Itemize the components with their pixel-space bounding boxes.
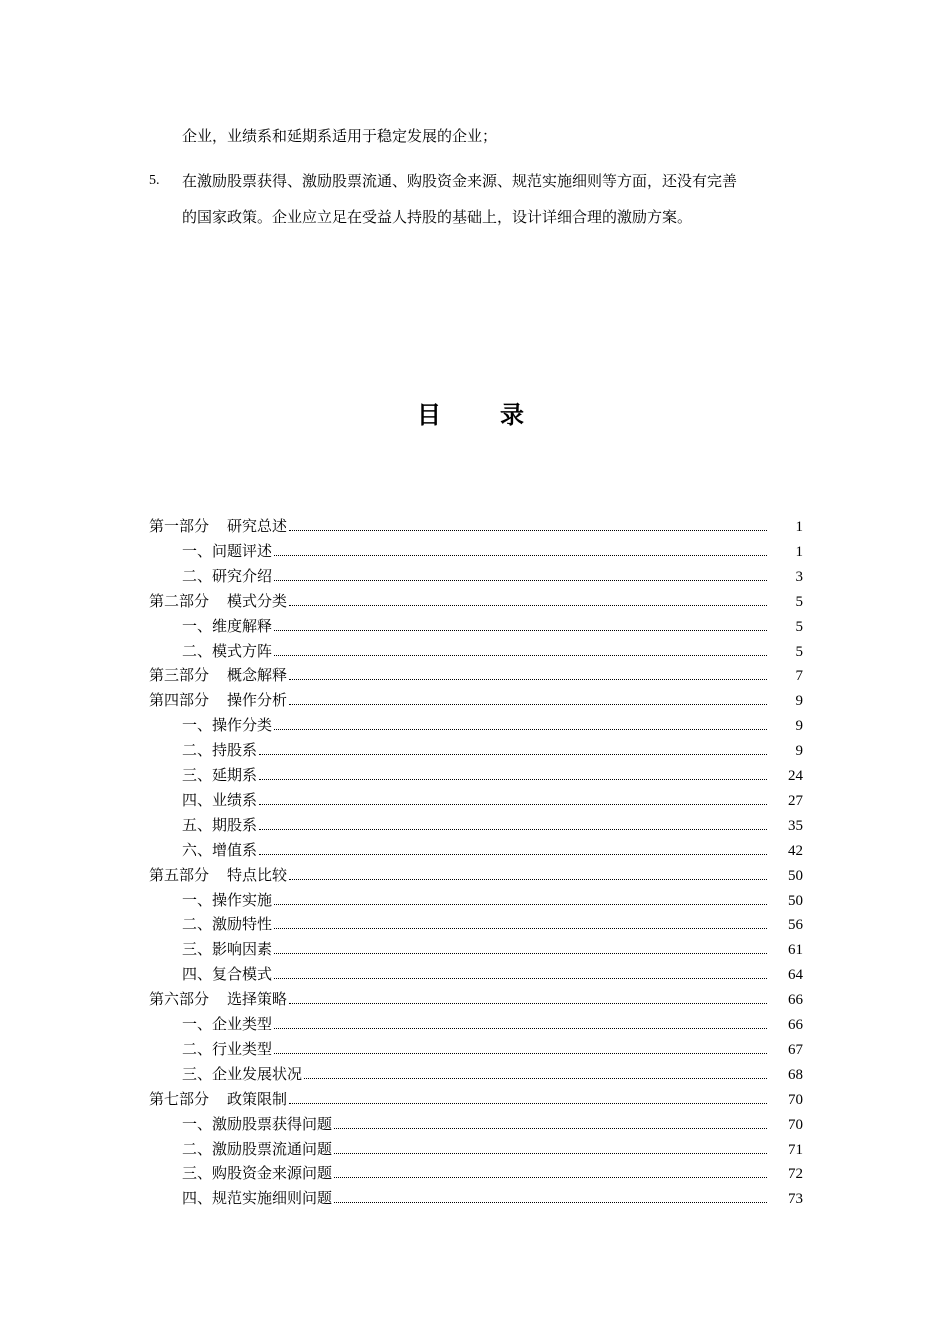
toc-entry-section[interactable] xyxy=(182,1187,803,1209)
toc-title-char: 目 xyxy=(417,401,441,429)
toc-entry-section[interactable] xyxy=(182,615,803,637)
toc-dot-leader xyxy=(289,604,767,606)
toc-page-number: 42 xyxy=(788,843,803,859)
toc-entry-title: 二、行业类型 xyxy=(182,1040,273,1058)
toc-entry-section[interactable] xyxy=(182,789,803,811)
toc-dot-leader xyxy=(259,828,767,830)
toc-entry-title: 一、操作实施 xyxy=(182,891,273,909)
toc-entry-title: 二、持股系 xyxy=(182,741,258,759)
toc-entry-section[interactable] xyxy=(182,913,803,935)
toc-entry-label xyxy=(149,664,287,686)
body-text-line: 企业，业绩系和延期系适用于稳定发展的企业； xyxy=(182,127,498,145)
toc-page-number: 1 xyxy=(795,519,803,535)
toc-dot-leader xyxy=(274,952,767,954)
toc-entry-part[interactable] xyxy=(149,590,803,612)
toc-entry-title: 一、操作分类 xyxy=(182,716,273,734)
toc-dot-leader xyxy=(334,1152,767,1154)
toc-dot-leader xyxy=(274,1027,767,1029)
toc-entry-title: 四、规范实施细则问题 xyxy=(182,1189,333,1207)
toc-entry-label xyxy=(182,814,257,836)
toc-part-prefix: 第一部分 xyxy=(149,517,210,535)
toc-entry-label xyxy=(182,615,272,637)
toc-page-number: 70 xyxy=(788,1092,803,1108)
toc-part-prefix: 第三部分 xyxy=(149,666,210,684)
list-item-number: 5. xyxy=(149,173,160,188)
toc-entry-title: 二、激励股票流通问题 xyxy=(182,1140,333,1158)
toc-entry-label xyxy=(182,739,257,761)
toc-entry-label xyxy=(182,640,272,662)
toc-entry-section[interactable] xyxy=(182,540,803,562)
toc-entry-label xyxy=(149,590,287,612)
toc-page-number: 27 xyxy=(788,793,803,809)
toc-page-number: 3 xyxy=(795,569,803,585)
toc-part-prefix: 第五部分 xyxy=(149,866,210,884)
toc-entry-title: 一、维度解释 xyxy=(182,617,273,635)
toc-dot-leader xyxy=(334,1127,767,1129)
toc-dot-leader xyxy=(289,529,767,531)
toc-entry-title: 政策限制 xyxy=(227,1090,288,1108)
body-text-line: 在激励股票获得、激励股票流通、购股资金来源、规范实施细则等方面，还没有完善 xyxy=(182,172,738,190)
toc-entry-label xyxy=(182,1187,332,1209)
toc-entry-title: 选择策略 xyxy=(227,990,288,1008)
toc-entry-section[interactable] xyxy=(182,640,803,662)
toc-entry-title: 模式分类 xyxy=(227,592,288,610)
toc-entry-label xyxy=(182,714,272,736)
toc-entry-section[interactable] xyxy=(182,714,803,736)
toc-entry-label xyxy=(182,540,272,562)
toc-entry-part[interactable] xyxy=(149,515,803,537)
toc-page-number: 24 xyxy=(788,768,803,784)
toc-entry-title: 二、模式方阵 xyxy=(182,642,273,660)
toc-page-number: 5 xyxy=(795,594,803,610)
toc-entry-section[interactable] xyxy=(182,839,803,861)
toc-entry-label xyxy=(182,789,257,811)
toc-entry-title: 二、激励特性 xyxy=(182,915,273,933)
toc-page-number: 70 xyxy=(788,1117,803,1133)
toc-entry-section[interactable] xyxy=(182,1113,803,1135)
toc-dot-leader xyxy=(274,629,767,631)
toc-entry-label xyxy=(182,938,272,960)
toc-entry-section[interactable] xyxy=(182,1038,803,1060)
toc-entry-label xyxy=(182,1063,302,1085)
toc-entry-title: 研究总述 xyxy=(227,517,288,535)
toc-part-prefix: 第四部分 xyxy=(149,691,210,709)
toc-entry-title: 三、影响因素 xyxy=(182,940,273,958)
toc-dot-leader xyxy=(289,1102,767,1104)
toc-entry-title: 一、企业类型 xyxy=(182,1015,273,1033)
toc-entry-title: 操作分析 xyxy=(227,691,288,709)
toc-entry-title: 四、复合模式 xyxy=(182,965,273,983)
toc-entry-part[interactable] xyxy=(149,664,803,686)
toc-entry-part[interactable] xyxy=(149,988,803,1010)
toc-entry-part[interactable] xyxy=(149,689,803,711)
toc-dot-leader xyxy=(334,1201,767,1203)
toc-page-number: 71 xyxy=(788,1142,803,1158)
toc-page-number: 5 xyxy=(795,619,803,635)
toc-dot-leader xyxy=(289,1002,767,1004)
toc-entry-title: 三、购股资金来源问题 xyxy=(182,1164,333,1182)
toc-entry-label xyxy=(182,565,272,587)
toc-entry-title: 六、增值系 xyxy=(182,841,258,859)
toc-entry-label xyxy=(182,913,272,935)
toc-dot-leader xyxy=(274,977,767,979)
toc-dot-leader xyxy=(274,903,767,905)
toc-entry-label xyxy=(182,839,257,861)
toc-page-number: 72 xyxy=(788,1166,803,1182)
toc-dot-leader xyxy=(259,753,767,755)
toc-dot-leader xyxy=(274,927,767,929)
toc-entry-section[interactable] xyxy=(182,889,803,911)
toc-page-number: 9 xyxy=(795,718,803,734)
toc-dot-leader xyxy=(274,554,767,556)
toc-dot-leader xyxy=(304,1077,767,1079)
toc-entry-title: 一、问题评述 xyxy=(182,542,273,560)
toc-entry-section[interactable] xyxy=(182,739,803,761)
toc-entry-label xyxy=(182,889,272,911)
toc-page-number: 5 xyxy=(795,644,803,660)
toc-dot-leader xyxy=(289,703,767,705)
toc-page-number: 9 xyxy=(795,743,803,759)
toc-title-char: 录 xyxy=(500,401,524,429)
toc-page-number: 9 xyxy=(795,693,803,709)
toc-entry-label xyxy=(149,1088,287,1110)
toc-entry-section[interactable] xyxy=(182,1013,803,1035)
toc-entry-label xyxy=(149,864,287,886)
toc-part-prefix: 第二部分 xyxy=(149,592,210,610)
toc-dot-leader xyxy=(289,878,767,880)
toc-entry-label xyxy=(182,963,272,985)
toc-entry-title: 三、企业发展状况 xyxy=(182,1065,303,1083)
toc-page-number: 56 xyxy=(788,917,803,933)
toc-page-number: 66 xyxy=(788,1017,803,1033)
toc-page-number: 64 xyxy=(788,967,803,983)
toc-entry-section[interactable] xyxy=(182,1162,803,1184)
toc-page-number: 1 xyxy=(795,544,803,560)
toc-entry-section[interactable] xyxy=(182,764,803,786)
toc-part-prefix: 第七部分 xyxy=(149,1090,210,1108)
toc-entry-label xyxy=(182,1038,272,1060)
body-text-line: 的国家政策。企业应立足在受益人持股的基础上，设计详细合理的激励方案。 xyxy=(182,208,693,226)
toc-page-number: 7 xyxy=(795,668,803,684)
toc-dot-leader xyxy=(259,803,767,805)
toc-dot-leader xyxy=(334,1176,767,1178)
toc-entry-section[interactable] xyxy=(182,1063,803,1085)
toc-entry-section[interactable] xyxy=(182,814,803,836)
toc-entry-part[interactable] xyxy=(149,864,803,886)
toc-entry-title: 二、研究介绍 xyxy=(182,567,273,585)
toc-entry-label xyxy=(149,689,287,711)
toc-entry-title: 一、激励股票获得问题 xyxy=(182,1115,333,1133)
toc-entry-label xyxy=(182,1013,272,1035)
toc-title xyxy=(0,400,950,432)
toc-dot-leader xyxy=(289,678,767,680)
toc-page-number: 50 xyxy=(788,868,803,884)
toc-entry-label xyxy=(182,1113,332,1135)
toc-entry-section[interactable] xyxy=(182,963,803,985)
toc-dot-leader xyxy=(274,579,767,581)
toc-entry-label xyxy=(182,764,257,786)
toc-entry-title: 特点比较 xyxy=(227,866,288,884)
toc-page-number: 67 xyxy=(788,1042,803,1058)
toc-entry-title: 四、业绩系 xyxy=(182,791,258,809)
toc-part-prefix: 第六部分 xyxy=(149,990,210,1008)
toc-page-number: 61 xyxy=(788,942,803,958)
toc-entry-section[interactable] xyxy=(182,1138,803,1160)
toc-dot-leader xyxy=(259,853,767,855)
toc-page-number: 35 xyxy=(788,818,803,834)
toc-entry-part[interactable] xyxy=(149,1088,803,1110)
toc-dot-leader xyxy=(274,654,767,656)
toc-entry-title: 五、期股系 xyxy=(182,816,258,834)
toc-dot-leader xyxy=(259,778,767,780)
toc-entry-title: 概念解释 xyxy=(227,666,288,684)
toc-page-number: 73 xyxy=(788,1191,803,1207)
toc-page-number: 50 xyxy=(788,893,803,909)
toc-entry-label xyxy=(182,1162,332,1184)
toc-entry-section[interactable] xyxy=(182,938,803,960)
toc-entry-label xyxy=(149,515,287,537)
toc-page-number: 68 xyxy=(788,1067,803,1083)
toc-dot-leader xyxy=(274,728,767,730)
toc-dot-leader xyxy=(274,1052,767,1054)
toc-entry-label xyxy=(182,1138,332,1160)
toc-entry-title: 三、延期系 xyxy=(182,766,258,784)
toc-entry-section[interactable] xyxy=(182,565,803,587)
toc-entry-label xyxy=(149,988,287,1010)
toc-page-number: 66 xyxy=(788,992,803,1008)
